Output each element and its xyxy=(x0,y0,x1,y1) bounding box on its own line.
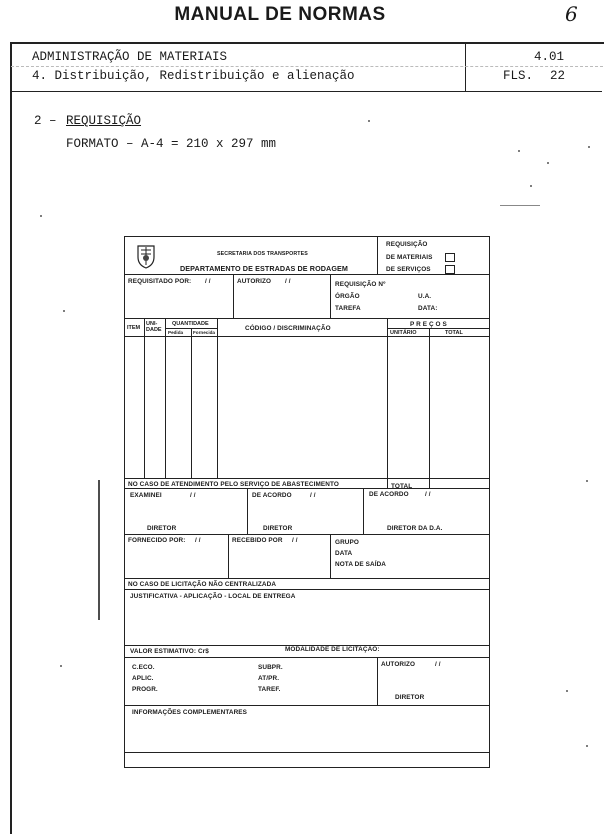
coat-of-arms-icon xyxy=(135,243,157,269)
form-diretor-da: DIRETOR DA D.A. xyxy=(387,525,443,532)
item-heading-number: 2 – xyxy=(34,114,57,128)
page-title: MANUAL DE NORMAS xyxy=(174,4,386,25)
form-rule xyxy=(125,752,489,753)
scan-speck xyxy=(518,150,520,152)
form-taref: TAREF. xyxy=(258,686,281,693)
form-modalidade: MODALIDADE DE LICITAÇÃO: xyxy=(285,646,380,653)
col-total: TOTAL xyxy=(445,330,463,336)
form-rule xyxy=(165,328,217,329)
form-rule xyxy=(125,274,489,275)
form-total-label: TOTAL xyxy=(391,483,413,490)
form-date-slashes: / / xyxy=(435,661,441,668)
form-date-slashes: / / xyxy=(425,491,431,498)
col-unidade: UNI-DADE xyxy=(146,321,162,333)
form-column-line xyxy=(191,328,192,478)
col-unitario: UNITÁRIO xyxy=(390,330,417,336)
form-column-line xyxy=(429,328,430,488)
form-date-slashes: / / xyxy=(285,278,291,285)
scan-speck xyxy=(566,690,568,692)
de-servicos-checkbox[interactable] xyxy=(445,265,455,274)
scan-speck xyxy=(547,162,549,164)
form-column-line xyxy=(217,318,218,478)
form-subpr: SUBPR. xyxy=(258,664,283,671)
form-date-slashes: / / xyxy=(190,492,196,499)
requisition-form xyxy=(124,236,490,768)
form-divider xyxy=(363,488,364,534)
form-fornecido-por: FORNECIDO POR: xyxy=(128,537,186,544)
form-licitacao: NO CASO DE LICITAÇÃO NÃO CENTRALIZADA xyxy=(128,581,277,588)
page-mark: 6 xyxy=(565,2,578,26)
header-department: ADMINISTRAÇÃO DE MATERIAIS xyxy=(32,50,228,64)
form-rule xyxy=(125,534,489,535)
form-diretor-2: DIRETOR xyxy=(263,525,293,532)
form-rule xyxy=(125,657,489,658)
form-divider xyxy=(377,237,378,274)
scan-speck xyxy=(588,146,590,148)
header-section: 4. Distribuição, Redistribuição e alienação xyxy=(32,69,355,83)
form-rule xyxy=(125,578,489,579)
form-grupo: GRUPO xyxy=(335,539,359,546)
form-recebido-por: RECEBIDO POR xyxy=(232,537,283,544)
format-line: FORMATO – A-4 = 210 x 297 mm xyxy=(66,137,277,151)
scan-speck xyxy=(63,310,65,312)
form-diretor-3: DIRETOR xyxy=(395,694,425,701)
form-autorizo: AUTORIZO xyxy=(237,278,272,285)
form-divider xyxy=(247,488,248,534)
form-rule xyxy=(125,589,489,590)
form-autorizo-2: AUTORIZO xyxy=(381,661,416,668)
form-rule xyxy=(125,336,489,337)
form-ua: U.A. xyxy=(418,293,432,300)
form-de-acordo-2: DE ACORDO xyxy=(369,491,409,498)
header-divider xyxy=(465,42,466,92)
scan-speck xyxy=(586,480,588,482)
form-column-line xyxy=(387,318,388,488)
scan-edge-line xyxy=(98,480,100,620)
form-progr: PROGR. xyxy=(132,686,158,693)
form-examinei: EXAMINEI xyxy=(130,492,162,499)
form-justificativa: JUSTIFICATIVA - APLICAÇÃO - LOCAL DE ENTREGA xyxy=(130,593,296,600)
form-column-line xyxy=(144,318,145,478)
form-date-slashes: / / xyxy=(292,537,298,544)
form-divider xyxy=(377,657,378,705)
form-de-acordo-1: DE ACORDO xyxy=(252,492,292,499)
form-abastecimento: NO CASO DE ATENDIMENTO PELO SERVIÇO DE ABASTECIMENTO xyxy=(128,481,339,488)
form-nota-saida: NOTA DE SAÍDA xyxy=(335,561,387,568)
form-requisicao-label: REQUISIÇÃO xyxy=(386,241,428,248)
form-rule xyxy=(125,705,489,706)
form-requisicao-no: REQUISIÇÃO Nº xyxy=(335,281,386,288)
scan-speck xyxy=(40,215,42,217)
form-date-slashes: / / xyxy=(205,278,211,285)
form-de-materiais: DE MATERIAIS xyxy=(386,254,433,261)
header-midline xyxy=(11,66,603,67)
header-bottom-rule xyxy=(10,91,602,92)
scan-speck xyxy=(530,185,532,187)
form-divider xyxy=(330,274,331,318)
form-tarefa: TAREFA xyxy=(335,305,361,312)
form-aplic: APLIC. xyxy=(132,675,154,682)
form-departamento: DEPARTAMENTO DE ESTRADAS DE RODAGEM xyxy=(180,264,349,273)
header-fls-label: FLS. xyxy=(503,69,534,83)
form-data: DATA: xyxy=(418,305,438,312)
form-informacoes: INFORMAÇÕES COMPLEMENTARES xyxy=(132,709,248,716)
form-rule xyxy=(125,488,489,489)
col-fornecida: Fornecida xyxy=(193,330,215,335)
item-heading: REQUISIÇÃO xyxy=(66,114,142,128)
form-divider xyxy=(228,534,229,578)
form-divider xyxy=(330,534,331,578)
form-rule xyxy=(125,478,489,479)
de-materiais-checkbox[interactable] xyxy=(445,253,455,262)
scan-edge-line xyxy=(500,205,540,206)
scan-speck xyxy=(586,745,588,747)
form-rule xyxy=(125,318,489,319)
form-rule xyxy=(387,328,489,329)
form-diretor-1: DIRETOR xyxy=(147,525,177,532)
form-c-eco: C.ECO. xyxy=(132,664,155,671)
form-date-slashes: / / xyxy=(195,537,201,544)
form-requisitado-por: REQUISITADO POR: xyxy=(128,278,192,285)
form-at-pr: AT/PR. xyxy=(258,675,280,682)
header-code: 4.01 xyxy=(534,50,565,64)
col-pedida: Pedida xyxy=(168,330,184,335)
form-date-slashes: / / xyxy=(310,492,316,499)
form-data-2: DATA xyxy=(335,550,353,557)
form-orgao: ÓRGÃO xyxy=(335,293,360,300)
form-valor-estimativo: VALOR ESTIMATIVO: Cr$ xyxy=(130,648,209,655)
col-item: ITEM xyxy=(127,325,141,331)
scan-speck xyxy=(60,665,62,667)
col-precos: P R E Ç O S xyxy=(410,321,447,328)
scan-speck xyxy=(368,120,370,122)
col-codigo: CÓDIGO / DISCRIMINAÇÃO xyxy=(245,325,331,332)
header-fls-number: 22 xyxy=(550,69,566,83)
form-column-line xyxy=(165,318,166,478)
col-quantidade: QUANTIDADE xyxy=(172,321,209,327)
form-secretaria: SECRETARIA DOS TRANSPORTES xyxy=(217,251,308,257)
form-de-servicos: DE SERVIÇOS xyxy=(386,266,431,273)
form-divider xyxy=(233,274,234,318)
